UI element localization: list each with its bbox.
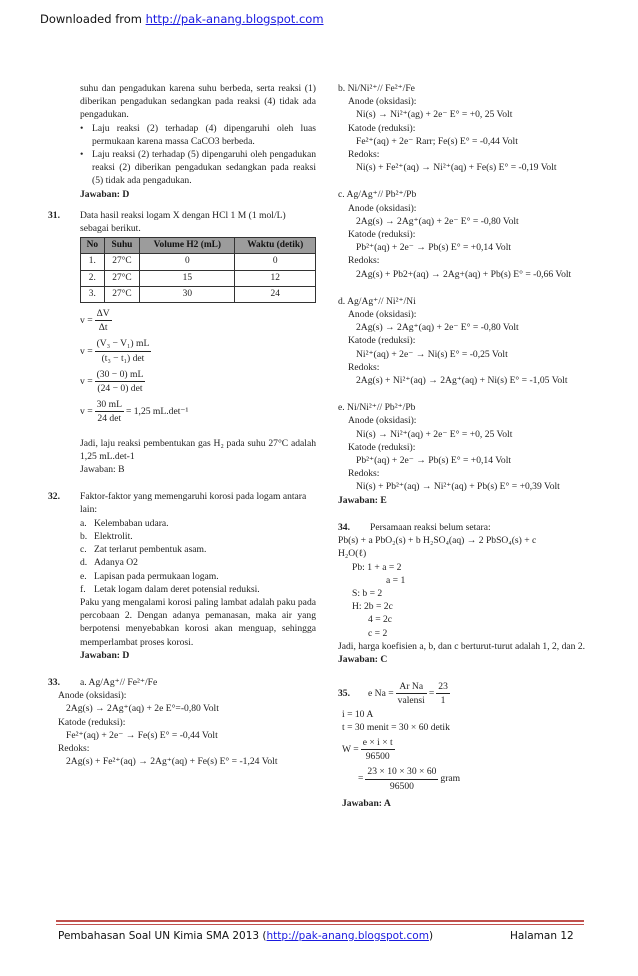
bullet-icon: •	[80, 122, 84, 134]
q34-conclusion: Jadi, harga koefisien a, b, dan c berturut-turut adalah 1, 2, dan 2.	[338, 640, 586, 652]
q33d-title: d. Ag/Ag⁺// Ni²⁺/Ni	[338, 295, 416, 307]
q34-h-balance: H: 2b = 2c	[352, 601, 393, 613]
anode-equation: 2Ag(s) → 2Ag⁺(aq) + 2e⁻ E° = -0,80 Volt	[356, 215, 519, 227]
q32-text: Faktor-faktor yang memengaruhi korosi pada logam antara lain:	[80, 491, 307, 516]
bullet-icon: •	[80, 149, 84, 161]
table-header-cell: Waktu (detik)	[235, 238, 316, 254]
q34-pb-result: a = 1	[386, 574, 406, 586]
redox-equation: 2Ag(s) + Fe²⁺(aq) → 2Ag⁺(aq) + Fe(s) E° = -1,24 Volt	[66, 756, 278, 768]
q34-pb-balance: Pb: 1 + a = 2	[352, 561, 402, 573]
redox-equation: Ni(s) + Pb²⁺(aq) → Ni²⁺(aq) + Pb(s) E° = +0,39 Volt	[356, 481, 560, 493]
q34-s-balance: S: b = 2	[352, 587, 383, 599]
table-row	[81, 254, 316, 270]
q31-text: Data hasil reaksi logam X dengan HCl 1 M (1 mol/L) sebagai berikut.	[80, 209, 286, 235]
anode-label: Anode (oksidasi):	[348, 309, 417, 321]
q32-option: d. Adanya O2	[80, 557, 138, 569]
table-cell: 0	[235, 254, 316, 270]
rate-equation-3: v = $\frac{(30 - 0) mL}{(24 - 0) \det}$	[80, 368, 144, 395]
q34-equation-line-2: H₂O(ℓ)	[338, 548, 367, 560]
redox-label: Redoks:	[348, 255, 380, 267]
fraction: $\frac{30 mL}{24 \det}$	[96, 399, 122, 425]
q32-option: a. Kelembaban udara.	[80, 517, 169, 529]
table-cell: 27°C	[104, 286, 140, 302]
table-cell: 15	[140, 270, 235, 286]
anode-label: Anode (oksidasi):	[58, 690, 127, 702]
q35-equivalent: 35. e Na = $\frac{\text{Ar Na}}{\text{valensi}}$ = $\frac{23}{1}$	[338, 681, 448, 707]
q33c-title: c. Ag/Ag⁺// Pb²⁺/Pb	[338, 189, 417, 201]
anode-equation: 2Ag(s) → 2Ag⁺(aq) + 2e E°=-0,80 Volt	[66, 703, 219, 715]
q35-mass-formula: W = $\frac{e \times i \times t}{96500}$	[342, 736, 393, 763]
cathode-label: Katode (reduksi):	[348, 122, 416, 134]
table-cell: 27°C	[104, 270, 140, 286]
table-cell: 30	[140, 286, 235, 302]
q32-option: b. Elektrolit.	[80, 530, 133, 542]
cathode-label: Katode (reduksi):	[348, 229, 416, 241]
footer-divider	[56, 920, 584, 922]
page-footer: Pembahasan Soal UN Kimia SMA 2013 (http://pak-anang.blogspot.com)	[58, 930, 434, 942]
rate-equation-4: v = $\frac{30 mL}{24 \det}$ = 1,25 mL.det⁻¹	[80, 399, 189, 425]
left-column	[48, 82, 316, 768]
q33e-title: e. Ni/Ni²⁺// Pb²⁺/Pb	[338, 402, 416, 414]
q34-h-result: c = 2	[368, 627, 388, 639]
redox-equation: 2Ag(s) + Pb2+(aq) → 2Ag+(aq) + Pb(s) E° = -0,66 Volt	[356, 268, 572, 280]
q33-number: 33.	[48, 676, 60, 688]
q34-answer: Jawaban: C	[338, 653, 388, 665]
q31-conclusion: Jadi, laju reaksi pembentukan gas H₂ pada suhu 27°C adalah 1,25 mL.det-1	[80, 437, 316, 462]
cathode-label: Katode (reduksi):	[348, 441, 416, 453]
page-header	[40, 12, 324, 26]
anode-equation: Ni(s) → Ni²⁺(aq) + 2e⁻ E° = +0, 25 Volt	[356, 428, 513, 440]
q32	[48, 490, 316, 516]
cathode-label: Katode (reduksi):	[348, 335, 416, 347]
anode-equation: Ni(s) → Ni²⁺(ag) + 2e⁻ E° = +0, 25 Volt	[356, 109, 513, 121]
redox-equation: Ni(s) + Fe²⁺(aq) → Ni²⁺(aq) + Fe(s) E° = -0,19 Volt	[356, 162, 557, 174]
q34-h-step: 4 = 2c	[368, 614, 393, 626]
q33a-title: a. Ag/Ag⁺// Fe²⁺/Fe	[80, 676, 158, 688]
q33	[48, 676, 316, 689]
fraction: $\frac{\Delta V}{\Delta t}$	[96, 308, 110, 334]
q30-bullet-1: • Laju reaksi (2) terhadap (4) dipengaruhi oleh luas permukaan karena massa CaCO3 berbeda.	[80, 122, 316, 147]
anode-label: Anode (oksidasi):	[348, 96, 417, 108]
cathode-equation: Fe²⁺(aq) + 2e⁻ Rarr; Fe(s) E° = -0,44 Volt	[356, 135, 518, 147]
q35-time: t = 30 menit = 30 × 60 detik	[342, 721, 450, 733]
q32-conclusion: Paku yang mengalami korosi paling lambat adalah paku pada percobaan 2. Dengan adanya pemanasan, maka air yang berpotensi menyebabkan korosi akan menguap, sehingga memperlambat proses korosi.	[80, 596, 316, 648]
q30-answer: Jawaban: D	[80, 188, 130, 200]
redox-label: Redoks:	[348, 468, 380, 480]
q35-mass-calculation: = $\frac{23 \times 10 \times 30 \times 60}{96500}$ gram	[358, 766, 461, 792]
q35-answer: Jawaban: A	[342, 797, 391, 809]
cathode-label: Katode (reduksi):	[58, 716, 126, 728]
table-header-cell: Volume H2 (mL)	[140, 238, 235, 254]
redox-equation: 2Ag(s) + Ni²⁺(aq) → 2Ag⁺(aq) + Ni(s) E° = -1,05 Volt	[356, 375, 568, 387]
q32-option: f. Letak logam dalam deret potensial reduksi.	[80, 583, 260, 595]
fraction: $\frac{e \times i \times t}{96500}$	[362, 736, 393, 763]
anode-label: Anode (oksidasi):	[348, 415, 417, 427]
header-prefix: Downloaded from	[40, 12, 146, 26]
q33-answer: Jawaban: E	[338, 494, 387, 506]
rate-equation-2: v = $\frac{\text{(V₃ − V₁) mL}}{\text{(t₃ − t₁) det}}$	[80, 338, 150, 364]
q32-option: c. Zat terlarut pembentuk asam.	[80, 544, 207, 556]
redox-label: Redoks:	[348, 149, 380, 161]
cathode-equation: Pb²⁺(aq) + 2e⁻ → Pb(s) E° = +0,14 Volt	[356, 455, 512, 467]
q33b-title: b. Ni/Ni²⁺// Fe²⁺/Fe	[338, 83, 415, 94]
q31-number: 31.	[48, 209, 60, 221]
q32-answer: Jawaban: D	[80, 649, 130, 661]
q32-number: 32.	[48, 491, 60, 503]
cathode-equation: Pb²⁺(aq) + 2e⁻ → Pb(s) E° = +0,14 Volt	[356, 242, 512, 254]
fraction: $\frac{23 \times 10 \times 30 \times 60}{96500}$	[367, 766, 437, 792]
rate-equation-1: v = $\frac{\Delta V}{\Delta t}$	[80, 308, 110, 334]
table-cell: 24	[235, 286, 316, 302]
anode-equation: 2Ag(s) → 2Ag⁺(aq) + 2e⁻ E° = -0,80 Volt	[356, 322, 519, 334]
q31	[48, 209, 316, 235]
q34-number: 34.	[338, 521, 350, 533]
anode-label: Anode (oksidasi):	[348, 202, 417, 214]
table-cell: 0	[140, 254, 235, 270]
table-header-cell: No	[81, 238, 105, 254]
fraction: $\frac{23}{1}$	[438, 681, 448, 707]
q35-current: i = 10 A	[342, 708, 374, 720]
page-number: Halaman 12	[510, 930, 574, 942]
q30-continuation: suhu dan pengadukan karena suhu berbeda, serta reaksi (1) diberikan pengadukan sedangkan pada reaksi (4) tidak ada pengadukan.	[80, 83, 316, 121]
q34-text: Persamaan reaksi belum setara:	[370, 521, 491, 533]
table-cell: 2.	[81, 270, 105, 286]
redox-label: Redoks:	[348, 361, 380, 373]
redox-label: Redoks:	[58, 742, 90, 754]
fraction: $\frac{\text{Ar Na}}{\text{valensi}}$	[397, 681, 425, 707]
q31-answer: Jawaban: B	[80, 464, 125, 476]
table-cell: 1.	[81, 254, 105, 270]
table-row	[81, 286, 316, 302]
table-header-row	[81, 238, 316, 254]
table-cell: 27°C	[104, 254, 140, 270]
header-link[interactable]: http://pak-anang.blogspot.com	[145, 12, 324, 26]
q35-number: 35.	[338, 688, 350, 700]
q30-bullet-2: • Laju reaksi (2) terhadap (5) dipengaruhi oleh pengadukan reaksi (2) diberikan pengadukan sedangkan pada reaksi (5) tidak ada pengadukan.	[80, 149, 316, 187]
fraction: $\frac{\text{(V₃ − V₁) mL}}{\text{(t₃ − t₁) det}}$	[96, 338, 150, 364]
q31-data-table	[80, 237, 316, 303]
footer-divider-thin	[56, 924, 584, 925]
table-row	[81, 270, 316, 286]
footer-link[interactable]: http://pak-anang.blogspot.com	[266, 930, 429, 942]
fraction: $\frac{(30 - 0) mL}{(24 - 0) \det}$	[96, 368, 144, 395]
cathode-equation: Fe²⁺(aq) + 2e⁻ → Fe(s) E° = -0,44 Volt	[66, 729, 218, 741]
right-column	[338, 82, 596, 810]
cathode-equation: Ni²⁺(aq) + 2e⁻ → Ni(s) E° = -0,25 Volt	[356, 348, 508, 360]
q34	[338, 521, 596, 534]
q34-equation-line-1: Pb(s) + a PbO₂(s) + b H₂SO₄(aq) → 2 PbSO₄(s) + c	[338, 535, 537, 547]
table-cell: 12	[235, 270, 316, 286]
table-cell: 3.	[81, 286, 105, 302]
q32-option: e. Lapisan pada permukaan logam.	[80, 570, 219, 582]
table-header-cell: Suhu	[104, 238, 140, 254]
